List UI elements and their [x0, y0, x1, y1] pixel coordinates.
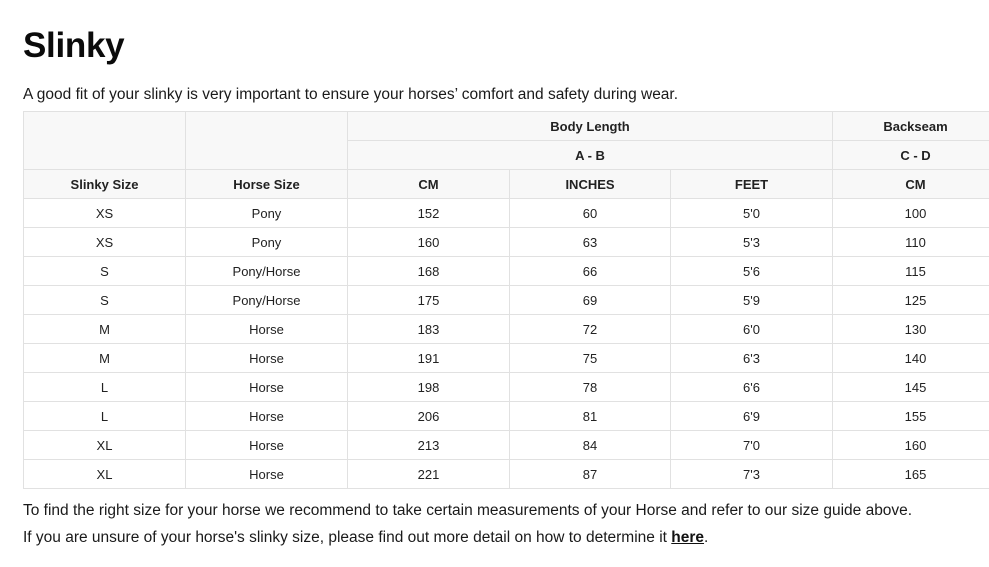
cell-backseam-cm: 100 — [833, 199, 989, 228]
cell-feet: 5'6 — [671, 257, 833, 286]
backseam-range-header: C - D — [833, 141, 989, 170]
cell-backseam-cm: 115 — [833, 257, 989, 286]
cell-body-cm: 191 — [348, 344, 510, 373]
cell-inches: 81 — [510, 402, 671, 431]
column-header-feet: FEET — [671, 170, 833, 199]
cell-horse-size: Pony/Horse — [186, 286, 348, 315]
cell-horse-size: Pony — [186, 228, 348, 257]
intro-text: A good fit of your slinky is very important to ensure your horses’ comfort and safety during wear. — [23, 86, 679, 103]
cell-feet: 6'6 — [671, 373, 833, 402]
table-group-header-row — [24, 112, 989, 141]
cell-inches: 72 — [510, 315, 671, 344]
backseam-header: Backseam — [833, 112, 989, 141]
cell-feet: 6'9 — [671, 402, 833, 431]
cell-body-cm: 168 — [348, 257, 510, 286]
cell-slinky-size: S — [24, 257, 186, 286]
help-text-suffix: . — [704, 529, 709, 546]
cell-body-cm: 175 — [348, 286, 510, 315]
cell-inches: 84 — [510, 431, 671, 460]
cell-feet: 5'0 — [671, 199, 833, 228]
body-length-header: Body Length — [348, 112, 833, 141]
cell-horse-size: Pony/Horse — [186, 257, 348, 286]
table-row — [24, 199, 989, 228]
table-row — [24, 373, 989, 402]
cell-feet: 7'3 — [671, 460, 833, 489]
column-header-horse-size: Horse Size — [186, 170, 348, 199]
cell-backseam-cm: 155 — [833, 402, 989, 431]
here-link[interactable]: here — [671, 529, 705, 546]
cell-horse-size: Horse — [186, 373, 348, 402]
cell-feet: 5'3 — [671, 228, 833, 257]
cell-slinky-size: XS — [24, 199, 186, 228]
cell-horse-size: Horse — [186, 402, 348, 431]
cell-slinky-size: L — [24, 373, 186, 402]
cell-feet: 7'0 — [671, 431, 833, 460]
cell-slinky-size: XS — [24, 228, 186, 257]
cell-inches: 87 — [510, 460, 671, 489]
cell-backseam-cm: 165 — [833, 460, 989, 489]
table-body — [24, 199, 989, 489]
table-row — [24, 460, 989, 489]
cell-feet: 6'0 — [671, 315, 833, 344]
column-header-slinky-size: Slinky Size — [24, 170, 186, 199]
table-row — [24, 402, 989, 431]
table-row — [24, 431, 989, 460]
cell-inches: 78 — [510, 373, 671, 402]
cell-backseam-cm: 140 — [833, 344, 989, 373]
cell-body-cm: 198 — [348, 373, 510, 402]
table-row — [24, 228, 989, 257]
cell-horse-size: Pony — [186, 199, 348, 228]
size-guide-table — [23, 111, 989, 489]
cell-body-cm: 213 — [348, 431, 510, 460]
cell-body-cm: 152 — [348, 199, 510, 228]
cell-backseam-cm: 125 — [833, 286, 989, 315]
cell-backseam-cm: 160 — [833, 431, 989, 460]
cell-backseam-cm: 145 — [833, 373, 989, 402]
table-row — [24, 344, 989, 373]
table-column-header-row — [24, 170, 989, 199]
cell-slinky-size: XL — [24, 460, 186, 489]
table-row — [24, 315, 989, 344]
cell-feet: 6'3 — [671, 344, 833, 373]
table-row — [24, 286, 989, 315]
page-title: Slinky — [23, 26, 125, 65]
cell-body-cm: 160 — [348, 228, 510, 257]
cell-feet: 5'9 — [671, 286, 833, 315]
cell-inches: 66 — [510, 257, 671, 286]
cell-inches: 63 — [510, 228, 671, 257]
cell-horse-size: Horse — [186, 460, 348, 489]
column-header-inches: INCHES — [510, 170, 671, 199]
help-text — [23, 528, 708, 548]
table-row — [24, 257, 989, 286]
size-advice-text: To find the right size for your horse we recommend to take certain measurements of your Horse and refer to our size guide above. — [23, 502, 913, 519]
cell-slinky-size: L — [24, 402, 186, 431]
column-header-backseam-cm: CM — [833, 170, 989, 199]
cell-horse-size: Horse — [186, 431, 348, 460]
cell-slinky-size: M — [24, 344, 186, 373]
cell-backseam-cm: 110 — [833, 228, 989, 257]
cell-backseam-cm: 130 — [833, 315, 989, 344]
cell-horse-size: Horse — [186, 315, 348, 344]
cell-slinky-size: XL — [24, 431, 186, 460]
body-length-range-header: A - B — [348, 141, 833, 170]
cell-slinky-size: M — [24, 315, 186, 344]
cell-body-cm: 221 — [348, 460, 510, 489]
blank-header-cell — [186, 112, 348, 170]
cell-inches: 75 — [510, 344, 671, 373]
cell-inches: 69 — [510, 286, 671, 315]
help-text-prefix: If you are unsure of your horse's slinky size, please find out more detail on how to determine it — [23, 529, 672, 546]
column-header-body-cm: CM — [348, 170, 510, 199]
cell-slinky-size: S — [24, 286, 186, 315]
cell-body-cm: 183 — [348, 315, 510, 344]
cell-inches: 60 — [510, 199, 671, 228]
cell-horse-size: Horse — [186, 344, 348, 373]
cell-body-cm: 206 — [348, 402, 510, 431]
blank-header-cell — [24, 112, 186, 170]
